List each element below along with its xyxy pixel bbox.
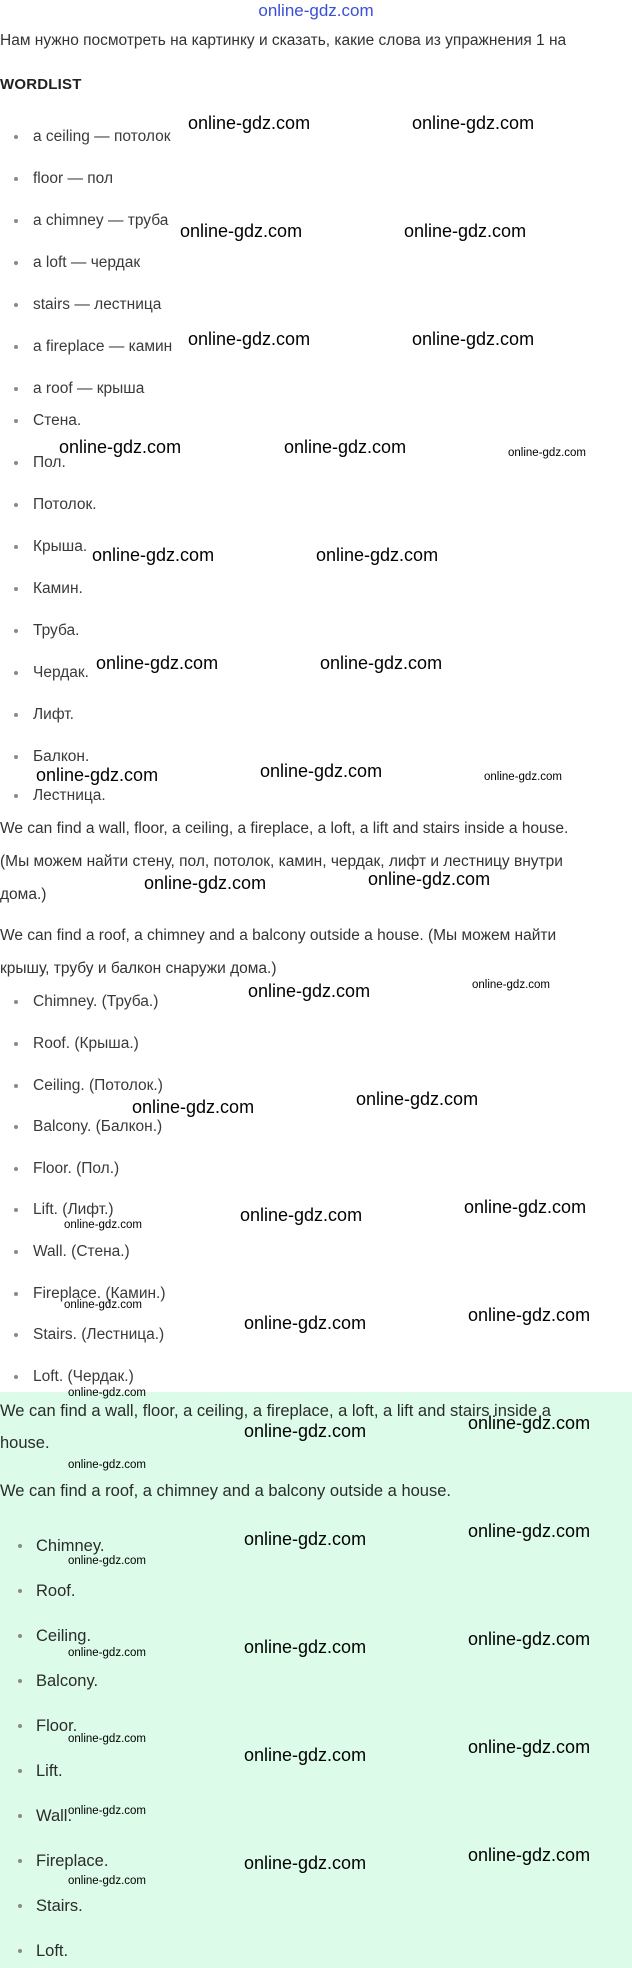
watermark: online-gdz.com	[412, 329, 535, 349]
list-item: a ceiling — потолок	[14, 127, 170, 147]
watermark: online-gdz.com	[244, 1637, 367, 1657]
list-item: Loft. (Чердак.)	[14, 1367, 134, 1387]
watermark: online-gdz.com	[244, 1745, 367, 1765]
list-item: Труба.	[14, 621, 79, 641]
watermark: online-gdz.com	[68, 1805, 146, 1817]
list-item: Камин.	[14, 579, 83, 599]
watermark: online-gdz.com	[68, 1733, 146, 1745]
wordlist-heading: WORDLIST	[0, 76, 82, 93]
watermark: online-gdz.com	[284, 437, 407, 457]
watermark: online-gdz.com	[188, 113, 311, 133]
list-item: Стена.	[14, 411, 81, 431]
answer-list-item: Chimney.	[18, 1535, 104, 1557]
watermark: online-gdz.com	[68, 1459, 146, 1471]
watermark: online-gdz.com	[244, 1313, 367, 1333]
watermark: online-gdz.com	[472, 979, 550, 991]
watermark: online-gdz.com	[36, 765, 159, 785]
answer-list-item: Roof.	[18, 1580, 75, 1602]
paragraph-inside-translation-end: дома.)	[0, 886, 47, 903]
list-item: Лестница.	[14, 786, 106, 806]
watermark: online-gdz.com	[68, 1555, 146, 1567]
list-item: Floor. (Пол.)	[14, 1159, 119, 1179]
watermark: online-gdz.com	[68, 1647, 146, 1659]
watermark: online-gdz.com	[240, 1205, 363, 1225]
list-item: Лифт.	[14, 705, 74, 725]
watermark: online-gdz.com	[484, 771, 562, 783]
watermark: online-gdz.com	[244, 1529, 367, 1549]
answer-list-item: Stairs.	[18, 1895, 83, 1917]
watermark: online-gdz.com	[468, 1629, 591, 1649]
list-item: a roof — крыша	[14, 379, 144, 399]
answer-inside-end: house.	[0, 1434, 50, 1452]
answer-list-item: Ceiling.	[18, 1625, 91, 1647]
list-item: Chimney. (Труба.)	[14, 992, 158, 1012]
watermark: online-gdz.com	[508, 447, 586, 459]
list-item: Чердак.	[14, 663, 89, 683]
list-item: a chimney — труба	[14, 211, 168, 231]
watermark: online-gdz.com	[180, 221, 303, 241]
answer-list-item: Lift.	[18, 1760, 63, 1782]
watermark: online-gdz.com	[468, 1521, 591, 1541]
list-item: Wall. (Стена.)	[14, 1242, 130, 1262]
list-item: Потолок.	[14, 495, 97, 515]
watermark: online-gdz.com	[68, 1875, 146, 1887]
watermark: online-gdz.com	[468, 1413, 591, 1433]
list-item: floor — пол	[14, 169, 113, 189]
watermark: online-gdz.com	[144, 873, 267, 893]
answer-list-item: Fireplace.	[18, 1850, 108, 1872]
answer-outside: We can find a roof, a chimney and a balcony outside a house.	[0, 1482, 451, 1500]
watermark: online-gdz.com	[320, 653, 443, 673]
paragraph-outside: We can find a roof, a chimney and a balcony outside a house. (Мы можем найти	[0, 927, 557, 944]
list-item: Lift. (Лифт.)	[14, 1200, 114, 1220]
watermark: online-gdz.com	[64, 1219, 142, 1231]
watermark: online-gdz.com	[96, 653, 219, 673]
answer-inside: We can find a wall, floor, a ceiling, a fireplace, a loft, a lift and stairs inside a	[0, 1402, 551, 1420]
watermark: online-gdz.com	[188, 329, 311, 349]
list-item: Roof. (Крыша.)	[14, 1034, 139, 1054]
answer-list-item: Floor.	[18, 1715, 77, 1737]
watermark: online-gdz.com	[64, 1299, 142, 1311]
list-item: stairs — лестница	[14, 295, 161, 315]
answer-list-item: Balcony.	[18, 1670, 98, 1692]
watermark: online-gdz.com	[404, 221, 527, 241]
paragraph-inside: We can find a wall, floor, a ceiling, a fireplace, a loft, a lift and stairs inside a house.	[0, 820, 569, 837]
list-item: Stairs. (Лестница.)	[14, 1325, 164, 1345]
watermark: online-gdz.com	[59, 437, 182, 457]
watermark: online-gdz.com	[68, 1387, 146, 1399]
list-item: a loft — чердак	[14, 253, 140, 273]
watermark: online-gdz.com	[356, 1089, 479, 1109]
watermark: online-gdz.com	[464, 1197, 587, 1217]
intro-text: Нам нужно посмотреть на картинку и сказать, какие слова из упражнения 1 на	[0, 32, 567, 49]
watermark: online-gdz.com	[92, 545, 215, 565]
paragraph-outside-end: крышу, трубу и балкон снаружи дома.)	[0, 960, 277, 977]
list-item: Крыша.	[14, 537, 87, 557]
watermark: online-gdz.com	[368, 869, 491, 889]
answer-list-item: Loft.	[18, 1940, 68, 1962]
watermark: online-gdz.com	[132, 1097, 255, 1117]
list-item: Balcony. (Балкон.)	[14, 1117, 162, 1137]
list-item: Балкон.	[14, 747, 89, 767]
list-item: Пол.	[14, 453, 66, 473]
watermark: online-gdz.com	[248, 981, 371, 1001]
list-item: a fireplace — камин	[14, 337, 172, 357]
answer-list-item: Wall.	[18, 1805, 72, 1827]
list-item: Ceiling. (Потолок.)	[14, 1076, 163, 1096]
watermark: online-gdz.com	[260, 761, 383, 781]
watermark: online-gdz.com	[316, 545, 439, 565]
list-item: Fireplace. (Камин.)	[14, 1284, 166, 1304]
paragraph-inside-translation: (Мы можем найти стену, пол, потолок, камин, чердак, лифт и лестницу внутри	[0, 853, 563, 870]
watermark: online-gdz.com	[468, 1737, 591, 1757]
watermark: online-gdz.com	[244, 1853, 367, 1873]
watermark: online-gdz.com	[468, 1845, 591, 1865]
watermark: online-gdz.com	[244, 1421, 367, 1441]
site-logo[interactable]: online-gdz.com	[258, 1, 374, 20]
watermark: online-gdz.com	[468, 1305, 591, 1325]
watermark: online-gdz.com	[412, 113, 535, 133]
